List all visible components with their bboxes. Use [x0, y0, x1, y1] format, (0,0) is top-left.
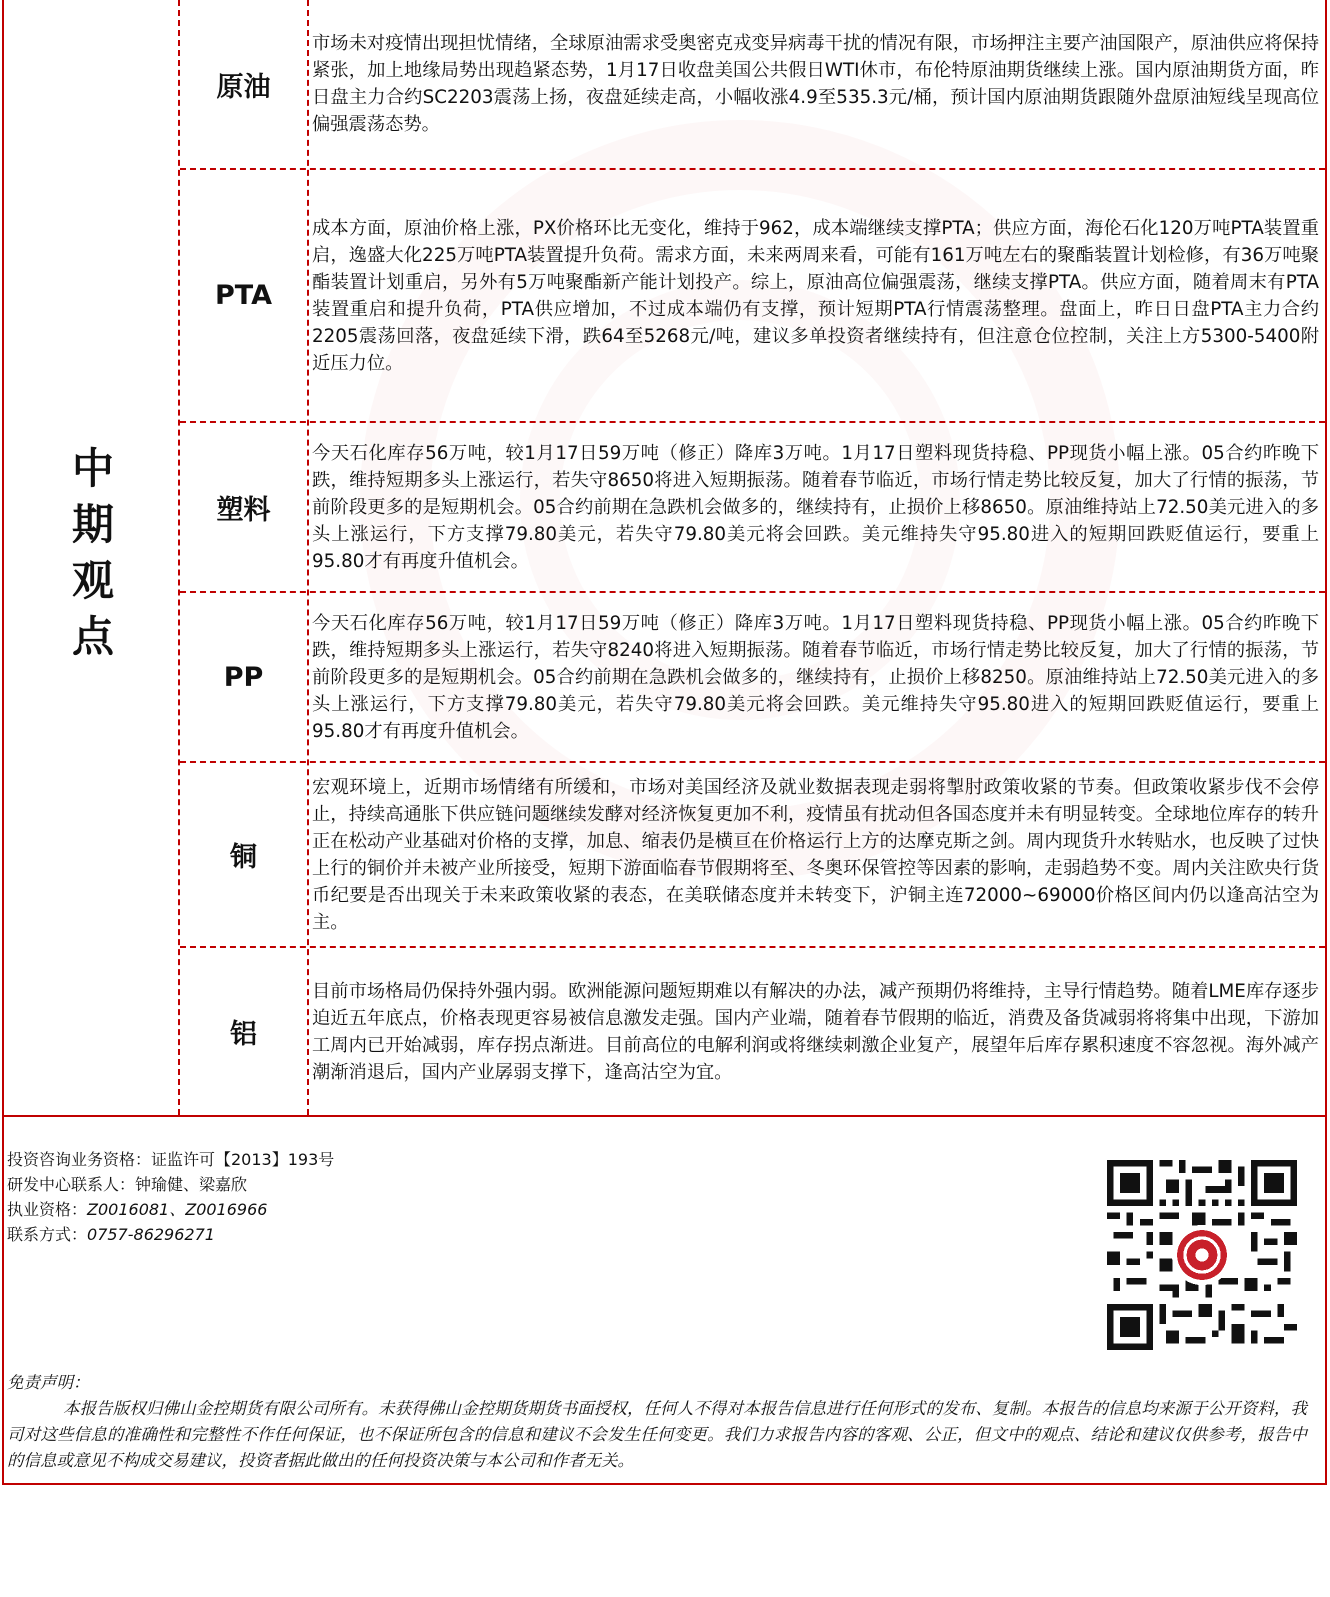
disclaimer-body: 本报告版权归佛山金控期货有限公司所有。未获得佛山金控期货期货书面授权，任何人不得对本报告信息进行任何形式的发布、复制。本报告的信息均来源于公开资料，我司对这些信息的准确性和完整性不作任何保证，也不保证所包含的信息和建议不会发生任何变更。我们力求报告内容的客观、公正，但文中的观点、结论和建议仅供参考，报告中的信息或意见不构成交易建议，投资者据此做出的任何投资决策与本公司和作者无关。 — [7, 1399, 1307, 1470]
section-bottom-rule — [2, 1115, 1327, 1117]
commodity-name: PTA — [214, 280, 272, 311]
phone-value: 0757-86296271 — [87, 1225, 215, 1244]
contact-info — [7, 1147, 334, 1247]
commodity-analysis: 目前市场格局仍保持外强内弱。欧洲能源问题短期难以有解决的办法，减产预期仍将维持，主导行情趋势。随着LME库存逐步迫近五年底点，价格表现更容易被信息激发走强。国内产业端，随着春节假期的临近，消费及备货减弱将将集中出现，下游加工周内已开始减弱，库存拐点渐进。目前高位的电解利润或将继续刺激企业复产，展望年后库存累积速度不容忽视。海外减产潮渐消退后，国内产业孱弱支撑下，逢高沽空为宜。 — [312, 980, 1319, 1083]
contacts-line: 研发中心联系人：钟瑜健、梁嘉欣 — [7, 1175, 248, 1194]
license-line — [7, 1197, 334, 1222]
phone-label: 联系方式： — [7, 1225, 88, 1244]
commodity-analysis: 成本方面，原油价格上涨，PX价格环比无变化，维持于962，成本端继续支撑PTA；供应方面，海伦石化120万吨PTA装置重启，逸盛大化225万吨PTA装置提升负荷。需求方面，未来两周来看，可能有161万吨左右的聚酯装置计划检修，有36万吨聚酯装置计划重启，另外有5万吨聚酯新产能计划投产。综上，原油高位偏强震荡，继续支撑PTA。供应方面，随着周末有PTA装置重启和提升负荷，PTA供应增加，不过成本端仍有支撑，预计短期PTA行情震荡整理。盘面上，昨日日盘PTA主力合约2205震荡回落，夜盘延续下滑，跌64至5268元/吨，建议多单投资者继续持有，但注意仓位控制，关注上方5300-5400附近压力位。 — [312, 217, 1319, 374]
disclaimer — [7, 1370, 1307, 1474]
license-label: 执业资格： — [7, 1200, 88, 1219]
section-title: 中期观点 — [66, 445, 115, 670]
commodity-name: PP — [223, 661, 264, 693]
phone-line — [7, 1222, 334, 1247]
commodity-analysis: 宏观环境上，近期市场情绪有所缓和，市场对美国经济及就业数据表现走弱将掣肘政策收紧的节奏。但政策收紧步伐不会停止，持续高通胀下供应链问题继续发酵对经济恢复更加不利，疫情虽有扰动但各国态度并未有明显转变。全球地位库存的转升正在松动产业基础对价格的支撑，加息、缩表仍是横亘在价格运行上方的达摩克斯之剑。周内现货升水转贴水，也反映了过快上行的铜价并未被产业所接受，短期下游面临春节假期将至、冬奥环保管控等因素的影响，走弱趋势不变。周内关注欧央行货币纪要是否出现关于未来政策收紧的表态，在美联储态度并未转变下，沪铜主连72000~69000价格区间内仍以逢高沽空为主。 — [312, 776, 1319, 933]
commodity-analysis: 今天石化库存56万吨，较1月17日59万吨（修正）降库3万吨。1月17日塑料现货持稳、PP现货小幅上涨。05合约昨晚下跌，维持短期多头上涨运行，若失守8240将进入短期振荡。随着春节临近，市场行情走势比较反复，加大了行情的振荡，节前阶段更多的是短期机会。05合约前期在急跌机会做多的，继续持有，止损价上移8250。原油维持站上72.50美元进入的多头上涨运行，下方支撑79.80美元，若失守79.80美元将会回跌。美元维持失守95.80进入的短期回跌贬值运行，要重上95.80才有再度升值机会。 — [312, 612, 1319, 742]
qualification-line: 投资咨询业务资格：证监许可【2013】193号 — [7, 1150, 335, 1169]
commodity-analysis: 今天石化库存56万吨，较1月17日59万吨（修正）降库3万吨。1月17日塑料现货持稳、PP现货小幅上涨。05合约昨晚下跌，维持短期多头上涨运行，若失守8650将进入短期振荡。随着春节临近，市场行情走势比较反复，加大了行情的振荡，节前阶段更多的是短期机会。05合约前期在急跌机会做多的，继续持有，止损价上移8650。原油维持站上72.50美元进入的多头上涨运行，下方支撑79.80美元，若失守79.80美元将会回跌。美元维持失守95.80进入的短期回跌贬值运行，要重上95.80才有再度升值机会。 — [312, 442, 1319, 572]
commodity-row-pta — [180, 170, 1325, 423]
commodity-name: 原油 — [216, 71, 271, 103]
license-value: Z0016081、Z0016966 — [87, 1200, 268, 1219]
commodity-row-aluminum — [180, 948, 1325, 1115]
commodity-row-copper — [180, 763, 1325, 948]
qr-code[interactable] — [1107, 1160, 1297, 1350]
commodity-analysis: 市场未对疫情出现担忧情绪，全球原油需求受奥密克戎变异病毒干扰的情况有限，市场押注主要产油国限产，原油供应将保持紧张，加上地缘局势出现趋紧态势，1月17日收盘美国公共假日WTI休市，布伦特原油期货继续上涨。国内原油期货方面，昨日盘主力合约SC2203震荡上扬，夜盘延续走高，小幅收涨4.9至535.3元/桶，预计国内原油期货跟随外盘原油短线呈现高位偏强震荡态势。 — [312, 33, 1319, 135]
disclaimer-title: 免责声明： — [7, 1373, 90, 1392]
section-label-cell — [2, 0, 178, 1115]
commodity-name: 塑料 — [216, 494, 271, 526]
commodity-row-pp — [180, 593, 1325, 763]
page-bottom-rule — [2, 1483, 1327, 1485]
commodity-row-crude-oil — [180, 0, 1325, 170]
commodity-row-plastic — [180, 423, 1325, 593]
commodity-name: 铜 — [230, 842, 257, 873]
commodity-name: 铝 — [230, 1019, 257, 1050]
